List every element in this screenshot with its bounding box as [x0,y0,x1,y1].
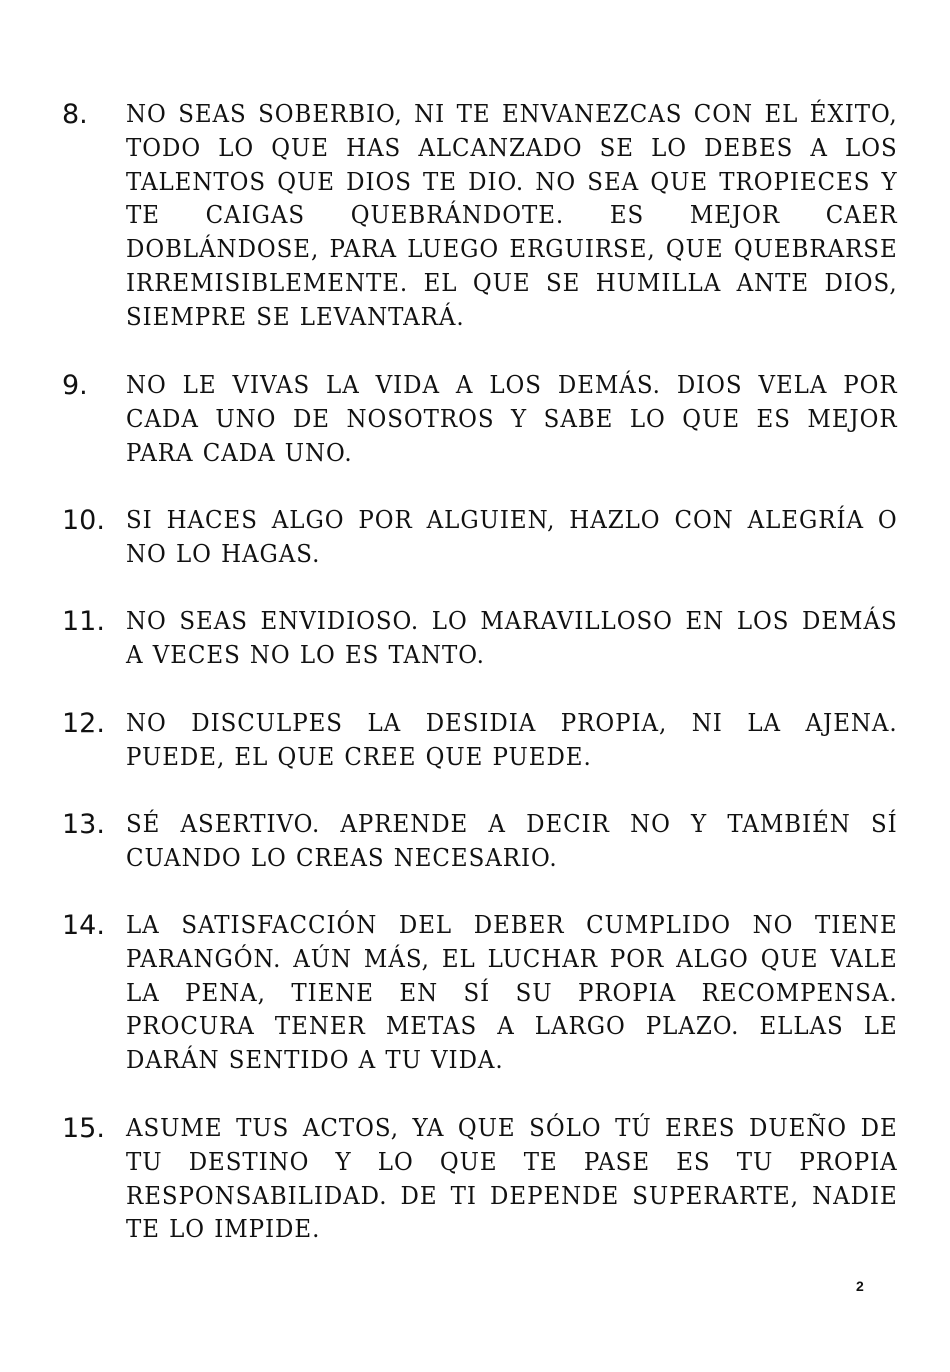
item-text: SI HACES ALGO POR ALGUIEN, HAZLO CON ALEGRÍA O NO LO HAGAS. [126,506,898,568]
item-text: SÉ ASERTIVO. APRENDE A DECIR NO Y TAMBIÉN SÍ CUANDO LO CREAS NECESARIO. [126,810,898,872]
item-number: 10. [62,505,105,536]
item-number: 14. [62,910,105,941]
item-number: 13. [62,809,105,840]
item-number: 15. [62,1113,105,1144]
item-text: NO DISCULPES LA DESIDIA PROPIA, NI LA AJENA. PUEDE, EL QUE CREE QUE PUEDE. [126,709,898,771]
item-text: ASUME TUS ACTOS, YA QUE SÓLO TÚ ERES DUEÑO DE TU DESTINO Y LO QUE TE PASE ES TU PROPIA RESPONSABILIDAD. DE TI DEPENDE SUPERARTE, NADIE TE LO IMPIDE. [126,1114,898,1244]
item-text: LA SATISFACCIÓN DEL DEBER CUMPLIDO NO TIENE PARANGÓN. AÚN MÁS, EL LUCHAR POR ALGO QUE VALE LA PENA, TIENE EN SÍ SU PROPIA RECOMPENSA. PROCURA TENER METAS A LARGO PLAZO. ELLAS LE DARÁN SENTIDO A TU VIDA. [126,911,898,1075]
item-text: NO SEAS ENVIDIOSO. LO MARAVILLOSO EN LOS DEMÁS A VECES NO LO ES TANTO. [126,607,898,669]
item-number: 12. [62,708,105,739]
page-number: 2 [856,1278,864,1294]
item-number: 8. [62,99,88,130]
item-text: NO SEAS SOBERBIO, NI TE ENVANEZCAS CON EL ÉXITO, TODO LO QUE HAS ALCANZADO SE LO DEBES A LOS TALENTOS QUE DIOS TE DIO. NO SEA QUE TROPIECES Y TE CAIGAS QUEBRÁNDOTE. ES MEJOR CAER DOBLÁNDOSE, PARA LUEGO ERGUIRSE, QUE QUEBRARSE IRREMISIBLEMENTE. EL QUE SE HUMILLA ANTE DIOS, SIEMPRE SE LEVANTARÁ. [126,100,898,331]
item-number: 11. [62,606,105,637]
item-number: 9. [62,370,88,401]
item-text: NO LE VIVAS LA VIDA A LOS DEMÁS. DIOS VELA POR CADA UNO DE NOSOTROS Y SABE LO QUE ES MEJOR PARA CADA UNO. [126,371,898,467]
